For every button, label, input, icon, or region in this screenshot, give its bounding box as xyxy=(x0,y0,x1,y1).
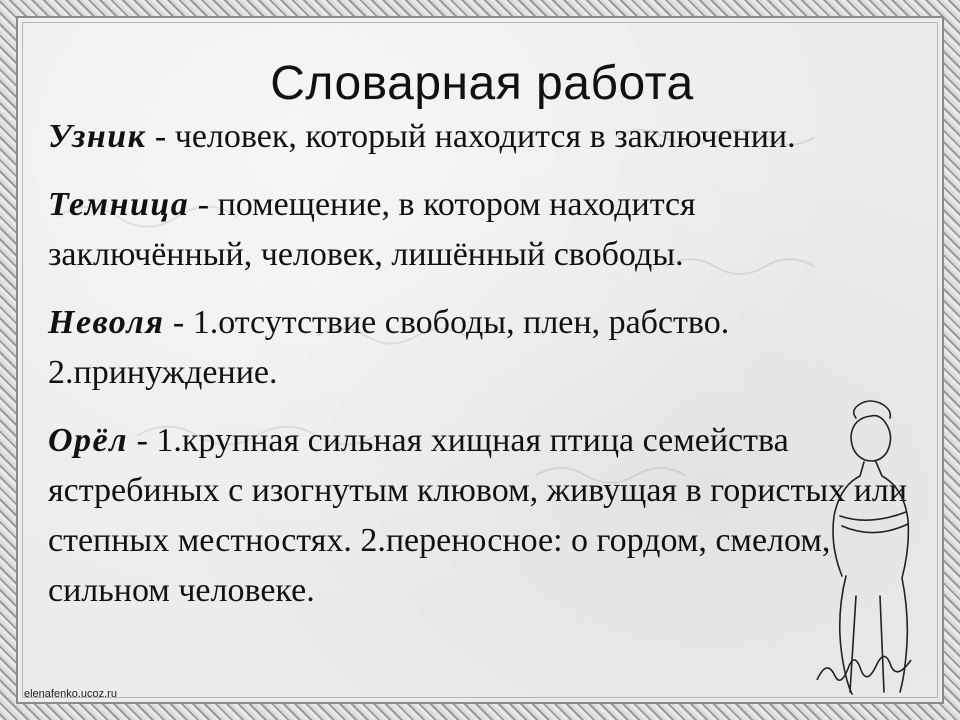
slide-title: Словарная работа xyxy=(270,57,694,110)
term-word: Темница xyxy=(48,186,190,223)
definition-list xyxy=(48,112,908,634)
site-credit: elenafenko.ucoz.ru xyxy=(24,688,117,700)
term-word: Узник xyxy=(48,118,147,155)
term-word: Орёл xyxy=(48,422,129,459)
signature-icon xyxy=(812,652,922,688)
term-definition: - 1.крупная сильная хищная птица семейства ястребиных с изогнутым клювом, живущая в гористых или степных местностях. 2.переносное: о гордом, смелом, сильном человеке. xyxy=(48,422,908,609)
definition-entry xyxy=(48,112,908,162)
definition-entry xyxy=(48,298,908,398)
term-definition: - помещение, в котором находится заключённый, человек, лишённый свободы. xyxy=(48,186,696,273)
slide xyxy=(16,16,944,704)
definition-entry xyxy=(48,180,908,280)
portrait-sketch-icon xyxy=(816,396,936,696)
term-word: Неволя xyxy=(48,304,165,341)
definition-entry xyxy=(48,416,908,616)
term-definition: - человек, который находится в заключении. xyxy=(146,118,796,155)
term-definition: - 1.отсутствие свободы, плен, рабство. 2.принуждение. xyxy=(48,304,730,391)
